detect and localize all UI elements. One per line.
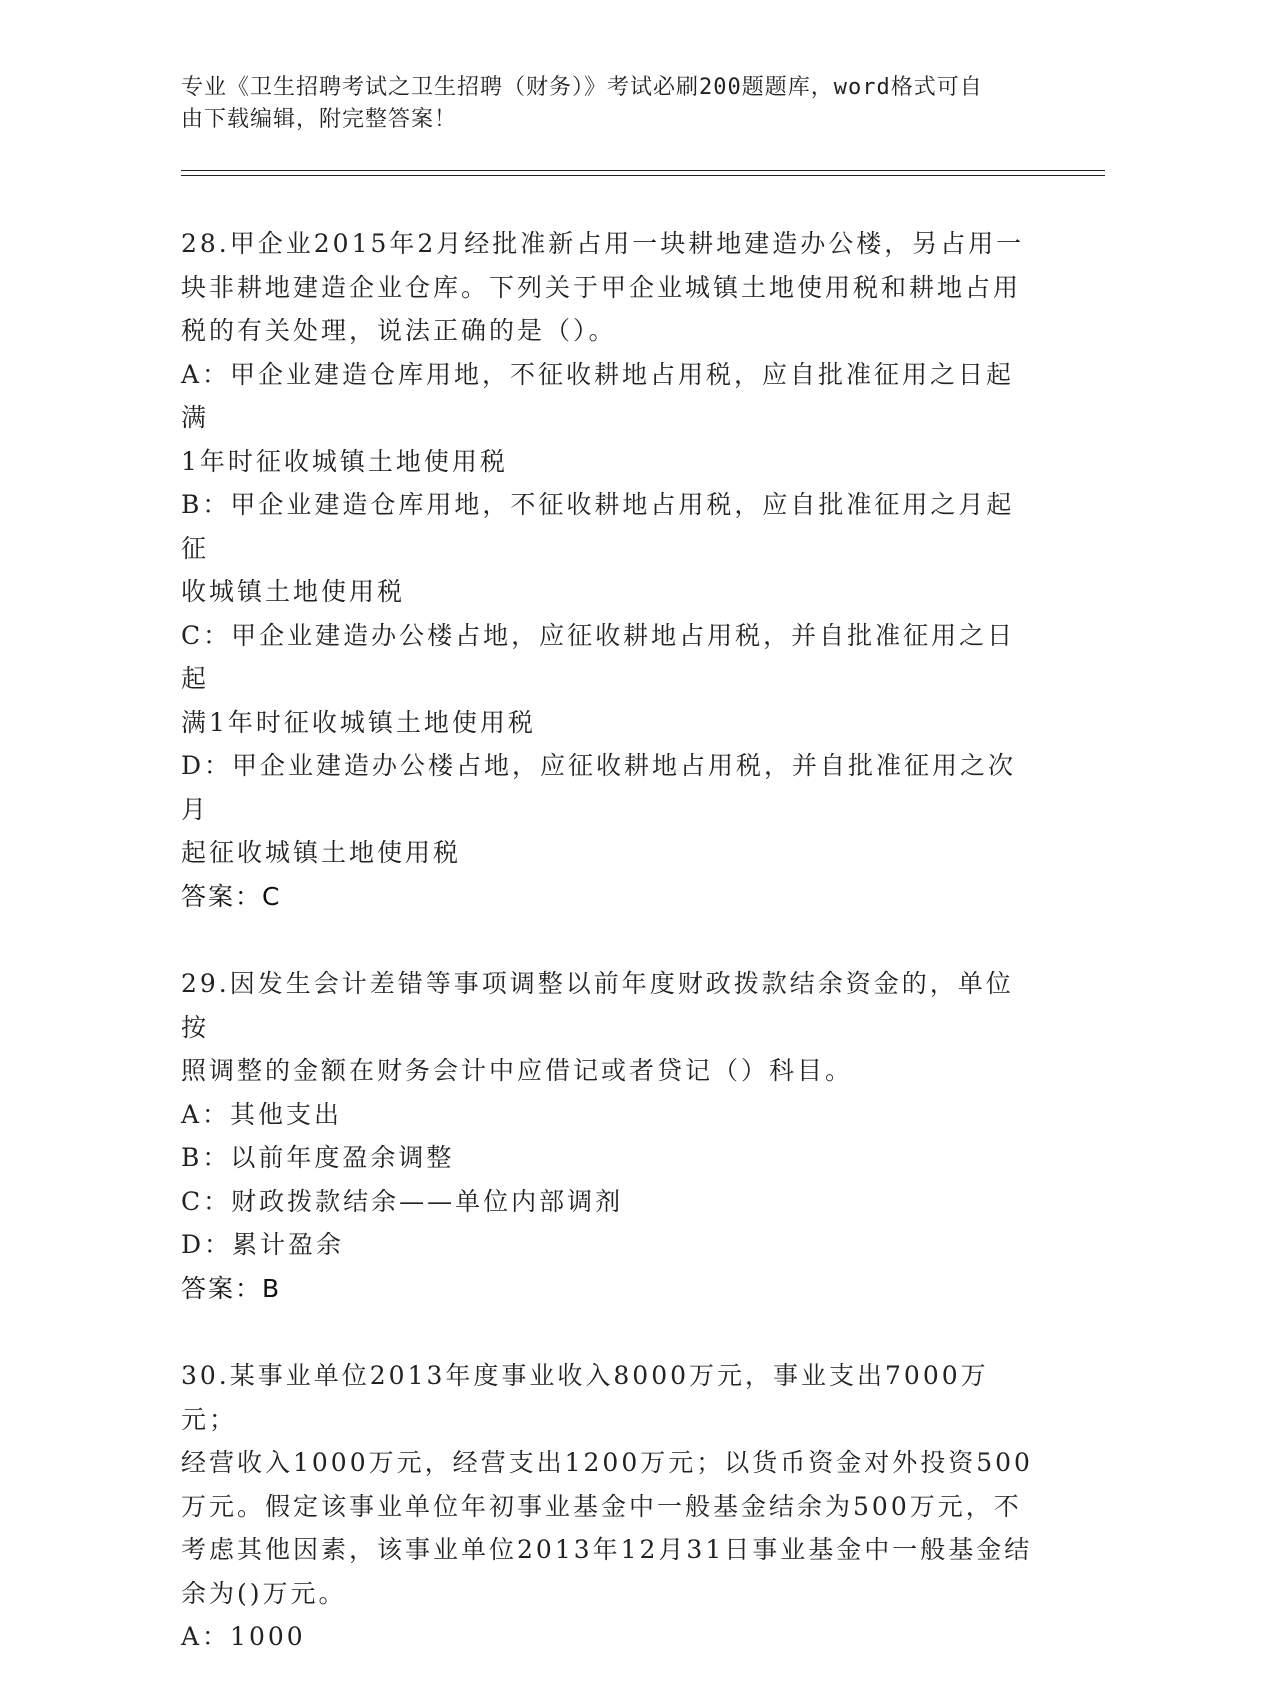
option-a: A：其他支出 (181, 1099, 343, 1129)
option-b: B：以前年度盈余调整 (181, 1143, 455, 1172)
question-29 (181, 962, 1041, 1310)
option-a: A：1000 (181, 1622, 306, 1651)
question-stem-line: 经营收入1000万元，经营支出1200万元；以货币资金对外投资500 (181, 1448, 1033, 1477)
header-line-1: 专业《卫生招聘考试之卫生招聘（财务）》考试必刷200题题库，word格式可自 (181, 75, 983, 100)
question-list (181, 222, 1041, 1703)
question-stem-line: 万元。假定该事业单位年初事业基金中一般基金结余为500万元，不 (181, 1491, 1022, 1521)
option-d: D：累计盈余 (181, 1230, 345, 1259)
option-d: D：甲企业建造办公楼占地，应征收耕地占用税，并自批准征用之次月 (181, 751, 1017, 824)
option-c: C：甲企业建造办公楼占地，应征收耕地占用税，并自批准征用之日起 (181, 620, 1016, 693)
document-header (181, 72, 1041, 136)
option-a-continued: 1年时征收城镇土地使用税 (181, 446, 508, 476)
question-stem-line: 照调整的金额在财务会计中应借记或者贷记（）科目。 (181, 1056, 854, 1085)
question-stem-line: 余为()万元。 (181, 1578, 347, 1608)
question-28 (181, 222, 1041, 918)
question-stem-line: 28.甲企业2015年2月经批准新占用一块耕地建造办公楼，另占用一 (181, 229, 1025, 258)
option-d-continued: 起征收城镇土地使用税 (181, 838, 462, 867)
question-30 (181, 1354, 1041, 1659)
header-divider-bottom (181, 175, 1105, 176)
option-b: B：甲企业建造仓库用地，不征收耕地占用税，应自批准征用之月起征 (181, 490, 1015, 563)
question-stem-line: 30.某事业单位2013年度事业收入8000万元，事业支出7000万元； (181, 1361, 989, 1434)
question-stem-line: 块非耕地建造企业仓库。下列关于甲企业城镇土地使用税和耕地占用 (181, 272, 1022, 302)
answer-label: 答案：B (181, 1273, 282, 1303)
option-c-continued: 满1年时征收城镇土地使用税 (181, 707, 536, 737)
question-stem-line: 考虑其他因素，该事业单位2013年12月31日事业基金中一般基金结 (181, 1535, 1033, 1564)
question-stem-line: 税的有关处理，说法正确的是（）。 (181, 316, 617, 345)
answer-label: 答案：C (181, 881, 282, 911)
header-line-2: 由下载编辑，附完整答案！ (181, 107, 458, 132)
option-c: C：财政拨款结余——单位内部调剂 (181, 1186, 624, 1216)
question-stem-line: 29.因发生会计差错等事项调整以前年度财政拨款结余资金的，单位按 (181, 969, 1014, 1042)
option-b-continued: 收城镇土地使用税 (181, 577, 406, 606)
header-divider-top (181, 170, 1105, 171)
option-a: A：甲企业建造仓库用地，不征收耕地占用税，应自批准征用之日起满 (181, 359, 1015, 432)
